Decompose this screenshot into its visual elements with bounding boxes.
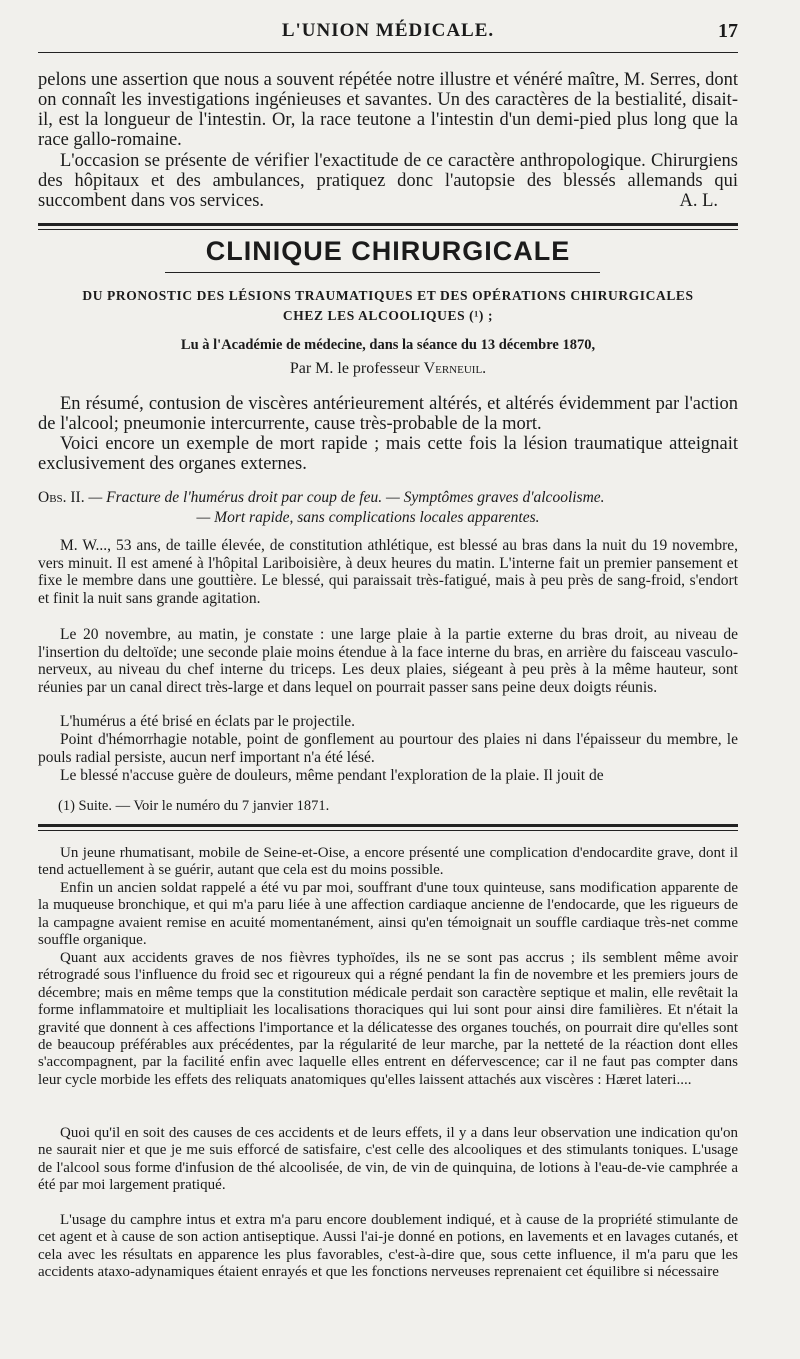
author-line [38,360,738,378]
case-paragraph-2: Le 20 novembre, au matin, je constate : une large plaie à la partie externe du bras droit, au niveau de l'insertion du deltoïde; une seconde plaie moins étendue à la face interne du bras, en arrière du faisceau vasculo-nerveux, au niveau du chef interne du triceps. Les deux plaies, siégeant à peu près à la même hauteur, sont réunies par un canal direct très-large et dans lequel on pourrait passer sans peine deux doigts réunis. [38,626,738,697]
feuilleton-paragraph-2: Enfin un ancien soldat rappelé a été vu par moi, souffrant d'une toux quinteuse, sans modification apparente de la muqueuse bronchique, et qui m'a paru liée à une affection cardiaque ancienne de l'endocarde, que les rigueurs de la campagne avaient remise en acuité momentanément, ainsi qu'en témoignait un souffle cardiaque très-net comme souffle organique. [38,880,738,949]
summary-paragraph-2: Voici encore un exemple de mort rapide ; mais cette fois la lésion traumatique atteignait exclusivement des organes externes. [38,434,738,474]
feuilleton-paragraph-1: Un jeune rhumatisant, mobile de Seine-et-Oise, a encore présenté une complication d'endocardite grave, dont il tend actuellement à se guérir, autant que cela est du moins possible. [38,845,738,879]
signature: A. L. [679,191,718,211]
page-header [38,20,738,48]
feuilleton-paragraph-4: Quoi qu'il en soit des causes de ces accidents et de leurs effets, il y a dans leur observation une indication qu'on ne saurait nier et que je me suis efforcé de satisfaire, c'est celle des alcooliques et des stimulants toniques. L'usage de l'alcool sous forme d'infusion de thé alcoolisée, de vin, de vin de quinquina, de lotions à l'eau-de-vie camphrée a été par moi largement pratiqué. [38,1125,738,1194]
summary-paragraph-1: En résumé, contusion de viscères antérieurement altérés, et altérés évidemment par l'action de l'alcool; pneumonie intercurrente, cause très-probable de la mort. [38,394,738,434]
section-title: CLINIQUE CHIRURGICALE [205,236,571,266]
case-paragraph-5: Le blessé n'accuse guère de douleurs, même pendant l'exploration de la plaie. Il jouit de [60,767,604,784]
journal-title: L'UNION MÉDICALE. [281,20,495,41]
case-paragraph-3: L'humérus a été brisé en éclats par le projectile. [60,713,356,730]
author-name: Verneuil. [423,360,487,377]
feuilleton-paragraph-3: Quant aux accidents graves de nos fièvres typhoïdes, ils ne se sont pas accrus ; ils semblent même avoir rétrogradé sous l'influence du froid sec et rigoureux qui a régné pendant la fin de novembre et les premiers jours de décembre; mais en même temps que la constitution médicale perdait son caractère septique et malin, elle revêtait la forme inflammatoire et multipliait les localisations thoraciques qui lui sont pour ainsi dire familières. Et n'était la gravité que donnent à ces affections l'importance et la délicatesse des organes touchés, on pourrait dire qu'elles sont de beaucoup préférables aux précédentes, par la régularité de leur marche, par la netteté de la réaction dont elles s'accompagnent, par la facilité enfin avec laquelle elles entrent en défervescence; car il ne faut pas compter dans leur cycle morbide les effets des reliquats anatomiques qu'elles laissent attachés aux viscères : Hæret lateri.... [38,950,738,1088]
intro-paragraph-2-text: L'occasion se présente de vérifier l'exactitude de ce caractère anthropologique. Chirurgiens des hôpitaux et des ambulances, pratiquez donc l'autopsie des blessés allemands qui succombent dans vos services. [38,151,738,211]
intro-paragraph-1: pelons une assertion que nous a souvent répétée notre illustre et vénéré maître, M. Serres, dont on connaît les investigations ingénieuses et savantes. Un des caractères de la bestialité, disait-il, est la longueur de l'intestin. Or, la race teutone a l'intestin d'un demi-pied plus long que la race gallo-romaine. [38,70,738,150]
observation-title-line-1: — Fracture de l'humérus droit par coup de feu. — Symptômes graves d'alcoolisme. [88,489,605,506]
observation-label: Obs. II. [38,489,85,506]
page-number: 17 [718,20,738,42]
case-paragraph-1: M. W..., 53 ans, de taille élevée, de constitution athlétique, est blessé au bras dans la nuit du 19 novembre, vers minuit. Il est amené à l'hôpital Lariboisière, à deux heures du matin. L'interne fait un premier pansement et fixe le membre dans une gouttière. Le blessé, qui paraissait très-fatigué, mais à peu près de sang-froid, s'endort et finit la nuit sans grande agitation. [38,537,738,608]
feuilleton-paragraph-5: L'usage du camphre intus et extra m'a paru encore doublement indiqué, et à cause de la propriété stimulante de cet agent et à cause de son action antiseptique. Aussi l'ai-je donné en potions, en lavements et en lavages cutanés, et cela avec les résultats en apparence les plus favorables, c'est-à-dire que, sous cette influence, il m'a paru que les accidents ataxo-adynamiques étaient enrayés et que les fonctions nerveuses reprenaient cet équilibre si nécessaire [38,1212,738,1281]
observation-title-line-2: — Mort rapide, sans complications locales apparentes. [196,509,540,526]
header-rule [38,52,738,53]
intro-paragraph-2 [38,151,738,211]
title-underline [165,272,600,273]
observation-heading [38,488,738,528]
feuilleton-rule-top [38,824,738,827]
case-paragraph-4: Point d'hémorrhagie notable, point de gonflement au pourtour des plaies ni dans l'épaisseur du membre, le pouls radial persiste, aucun nerf important n'a été lésé. [38,731,738,766]
section-rule-top [38,223,738,226]
venue-line: Lu à l'Académie de médecine, dans la séance du 13 décembre 1870, [180,337,596,353]
footnote: (1) Suite. — Voir le numéro du 7 janvier 1871. [58,798,330,814]
article-subtitle-line-2: CHEZ LES ALCOOLIQUES (¹) ; [282,308,494,323]
author-prefix: Par M. le professeur [289,360,420,377]
feuilleton-rule-thin [38,830,738,831]
section-rule-thin [38,229,738,230]
article-subtitle-line-1: DU PRONOSTIC DES LÉSIONS TRAUMATIQUES ET DES OPÉRATIONS CHIRURGICALES [82,288,694,303]
